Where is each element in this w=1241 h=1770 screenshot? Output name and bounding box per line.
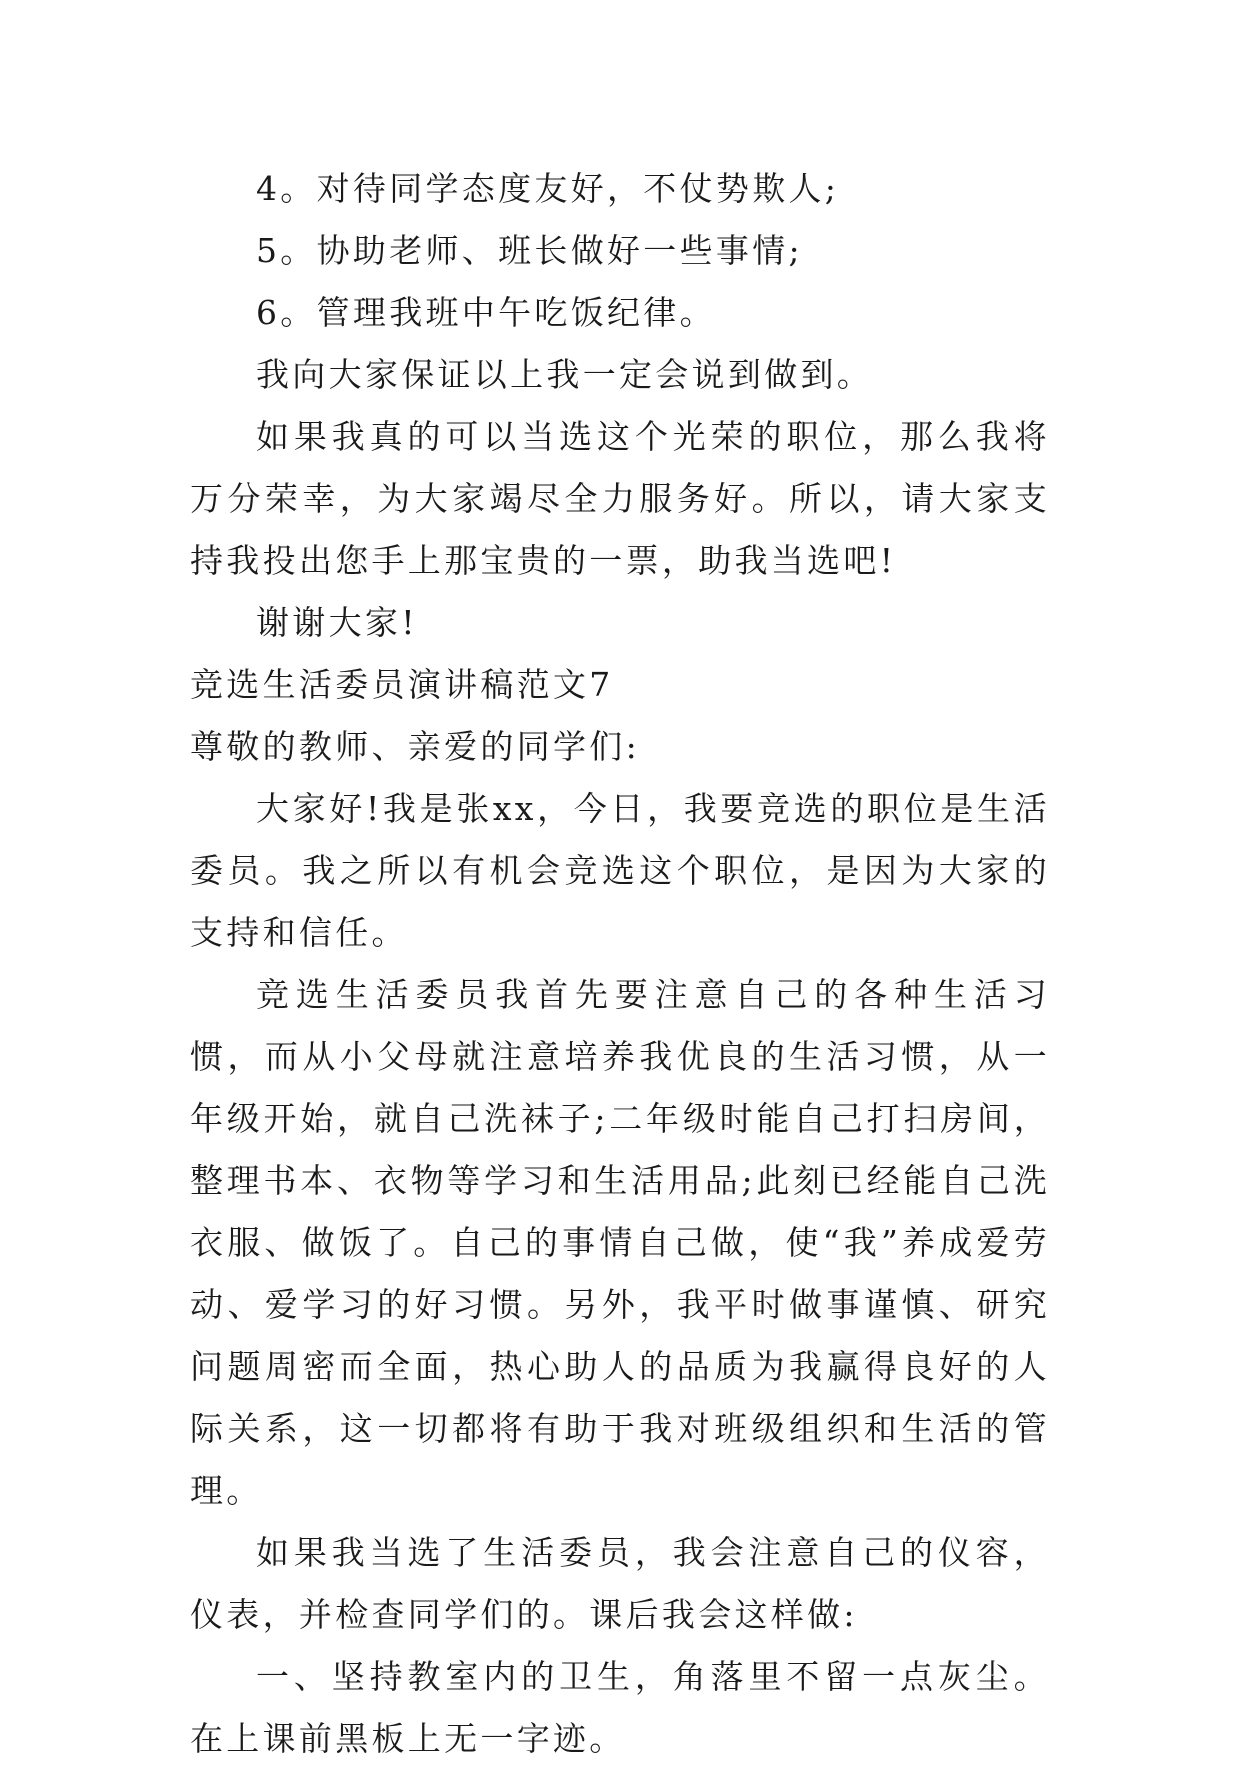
paragraph-plan-item-1: 一、坚持教室内的卫生，角落里不留一点灰尘。在上课前黑板上无一字迹。 (190, 1657, 1050, 1758)
section-title: 竞选生活委员演讲稿范文7 (190, 665, 614, 704)
list-item-4: 4。对待同学态度友好，不仗势欺人; (256, 169, 840, 208)
thanks-line: 谢谢大家! (256, 603, 418, 642)
paragraph-habits: 竞选生活委员我首先要注意自己的各种生活习惯，而从小父母就注意培养我优良的生活习惯，从一年级开始，就自己洗袜子;二年级时能自己打扫房间，整理书本、衣物等学习和生活用品;此刻已经能自己洗衣服、做饭了。自己的事情自己做，使“我”养成爱劳动、爱学习的好习惯。另外，我平时做事谨慎、研究问题周密而全面，热心助人的品质为我赢得良好的人际关系，这一切都将有助于我对班级组织和生活的管理。 (190, 975, 1050, 1510)
paragraph-greeting: 大家好!我是张xx，今日，我要竞选的职位是生活委员。我之所以有机会竞选这个职位，是因为大家的支持和信任。 (190, 789, 1050, 952)
paragraph-plan: 如果我当选了生活委员，我会注意自己的仪容，仪表，并检查同学们的。课后我会这样做: (190, 1533, 1050, 1634)
document-body (190, 158, 1050, 1770)
list-item-5: 5。协助老师、班长做好一些事情; (256, 231, 803, 270)
salutation: 尊敬的教师、亲爱的同学们: (190, 727, 641, 766)
promise-paragraph: 我向大家保证以上我一定会说到做到。 (256, 355, 874, 394)
list-item-6: 6。管理我班中午吃饭纪律。 (256, 293, 716, 332)
appeal-paragraph: 如果我真的可以当选这个光荣的职位，那么我将万分荣幸，为大家竭尽全力服务好。所以，请大家支持我投出您手上那宝贵的一票，助我当选吧! (190, 417, 1050, 580)
